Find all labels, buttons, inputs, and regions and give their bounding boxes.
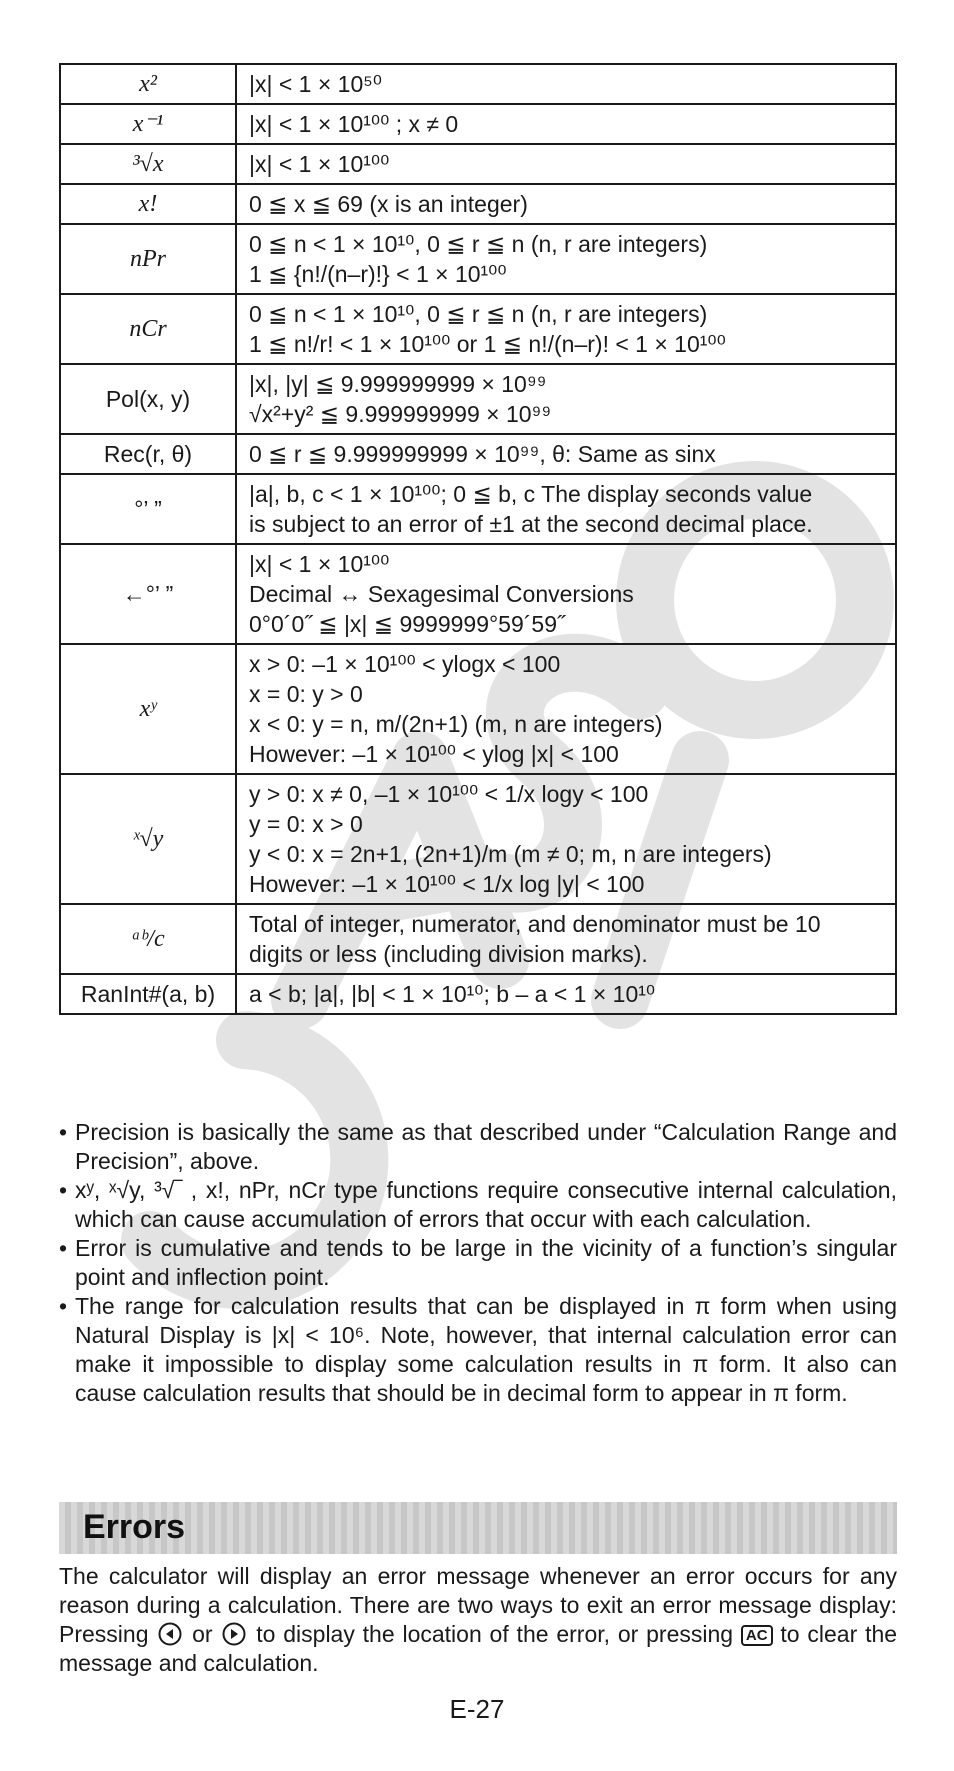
range-cell [236, 974, 896, 1014]
range-line: 0 ≦ r ≦ 9.999999999 × 10⁹⁹, θ: Same as sinx [249, 441, 716, 467]
range-line: √x²+y² ≦ 9.999999999 × 10⁹⁹ [249, 401, 552, 427]
body-text-part2: to display the location of the error, or pressing [256, 1621, 734, 1647]
range-line: 1 ≦ n!/r! < 1 × 10¹⁰⁰ or 1 ≦ n!/(n–r)! < 1 × 10¹⁰⁰ [249, 331, 726, 357]
body-text-or: or [192, 1621, 213, 1647]
range-cell [236, 904, 896, 974]
function-cell: x² [60, 64, 236, 104]
section-title: Errors [83, 1508, 186, 1546]
notes-list [59, 1118, 897, 1408]
range-line: 0°0´0˝ ≦ |x| ≦ 9999999°59´59˝ [249, 611, 565, 637]
function-cell: nPr [60, 224, 236, 294]
range-line: y > 0: x ≠ 0, –1 × 10¹⁰⁰ < 1/x logy < 100 [249, 781, 649, 807]
note-item: • xʸ, ˣ√y, ³√‾ , x!, nPr, nCr type functions require consecutive internal calculation, which can cause accumulation of errors that occur with each calculation. [59, 1176, 897, 1234]
table-row [60, 104, 896, 144]
function-cell: x⁻¹ [60, 104, 236, 144]
range-line: 0 ≦ n < 1 × 10¹⁰, 0 ≦ r ≦ n (n, r are integers) [249, 301, 708, 327]
range-line: |x|, |y| ≦ 9.999999999 × 10⁹⁹ [249, 371, 547, 397]
range-cell [236, 144, 896, 184]
table-row [60, 644, 896, 774]
range-table-body [60, 64, 896, 1014]
range-line: 0 ≦ n < 1 × 10¹⁰, 0 ≦ r ≦ n (n, r are integers) [249, 231, 708, 257]
table-row [60, 474, 896, 544]
function-cell: Rec(r, θ) [60, 434, 236, 474]
function-cell: ³√x [60, 144, 236, 184]
range-line: 1 ≦ {n!/(n–r)!} < 1 × 10¹⁰⁰ [249, 261, 507, 287]
errors-description [59, 1562, 897, 1678]
function-cell: ←°’ ” [60, 544, 236, 644]
table-row [60, 974, 896, 1014]
range-line: a < b; |a|, |b| < 1 × 10¹⁰; b – a < 1 × 10¹⁰ [249, 981, 656, 1007]
calculation-range-table [59, 63, 897, 1015]
range-line: Decimal ↔ Sexagesimal Conversions [249, 581, 634, 607]
body-text-part1: The calculator will display an error message whenever an error occurs for any reason during a calculation. There are two ways to exit an error message display: Pressing [59, 1563, 897, 1647]
range-cell [236, 544, 896, 644]
function-cell: RanInt#(a, b) [60, 974, 236, 1014]
range-cell [236, 294, 896, 364]
range-line: Total of integer, numerator, and denominator must be 10 [249, 911, 821, 937]
range-line: digits or less (including division marks). [249, 941, 648, 967]
table-row [60, 224, 896, 294]
left-arrow-key-icon [158, 1622, 182, 1646]
range-line: However: –1 × 10¹⁰⁰ < ylog |x| < 100 [249, 741, 619, 767]
table-row [60, 294, 896, 364]
range-cell [236, 104, 896, 144]
function-cell: ˣ√y [60, 774, 236, 904]
function-cell: Pol(x, y) [60, 364, 236, 434]
function-cell: nCr [60, 294, 236, 364]
range-line: 0 ≦ x ≦ 69 (x is an integer) [249, 191, 528, 217]
body-text-part3: to clear the message and calculation. [59, 1621, 898, 1676]
table-row [60, 144, 896, 184]
range-cell [236, 64, 896, 104]
range-cell [236, 774, 896, 904]
note-item: • Error is cumulative and tends to be large in the vicinity of a function’s singular point and inflection point. [59, 1234, 897, 1292]
range-cell [236, 364, 896, 434]
range-line: y < 0: x = 2n+1, (2n+1)/m (m ≠ 0; m, n are integers) [249, 841, 772, 867]
errors-section-header [59, 1502, 897, 1554]
range-line: x < 0: y = n, m/(2n+1) (m, n are integers) [249, 711, 663, 737]
range-cell [236, 184, 896, 224]
note-item: • Precision is basically the same as that described under “Calculation Range and Precision”, above. [59, 1118, 897, 1176]
table-row [60, 904, 896, 974]
range-line: is subject to an error of ±1 at the second decimal place. [249, 511, 813, 537]
range-line: x = 0: y > 0 [249, 681, 363, 707]
range-line: |x| < 1 × 10⁵⁰ [249, 71, 383, 97]
range-line: |a|, b, c < 1 × 10¹⁰⁰; 0 ≦ b, c The display seconds value [249, 481, 813, 507]
range-cell [236, 434, 896, 474]
ac-key-icon [741, 1625, 773, 1646]
range-cell [236, 474, 896, 544]
table-row [60, 64, 896, 104]
note-item: • The range for calculation results that can be displayed in π form when using Natural Display is |x| < 10⁶. Note, however, that internal calculation error can make it impossible to display some calculation results in π form. It also can cause calculation results that should be in decimal form to appear in π form. [59, 1292, 897, 1408]
function-cell: °’ ” [60, 474, 236, 544]
function-cell: xʸ [60, 644, 236, 774]
table-row [60, 434, 896, 474]
ac-key-label: AC [745, 1627, 768, 1644]
table-row [60, 364, 896, 434]
right-arrow-key-icon [222, 1622, 246, 1646]
function-cell: ᵃᵇ/c [60, 904, 236, 974]
range-cell [236, 644, 896, 774]
range-line: x > 0: –1 × 10¹⁰⁰ < ylogx < 100 [249, 651, 561, 677]
function-cell: x! [60, 184, 236, 224]
page-number: E-27 [449, 1694, 505, 1724]
range-line: |x| < 1 × 10¹⁰⁰ [249, 151, 390, 177]
table-row [60, 544, 896, 644]
range-line: y = 0: x > 0 [249, 811, 363, 837]
range-line: |x| < 1 × 10¹⁰⁰ [249, 551, 390, 577]
range-cell [236, 224, 896, 294]
table-row [60, 774, 896, 904]
range-line: |x| < 1 × 10¹⁰⁰ ; x ≠ 0 [249, 111, 459, 137]
range-line: However: –1 × 10¹⁰⁰ < 1/x log |y| < 100 [249, 871, 645, 897]
table-row [60, 184, 896, 224]
